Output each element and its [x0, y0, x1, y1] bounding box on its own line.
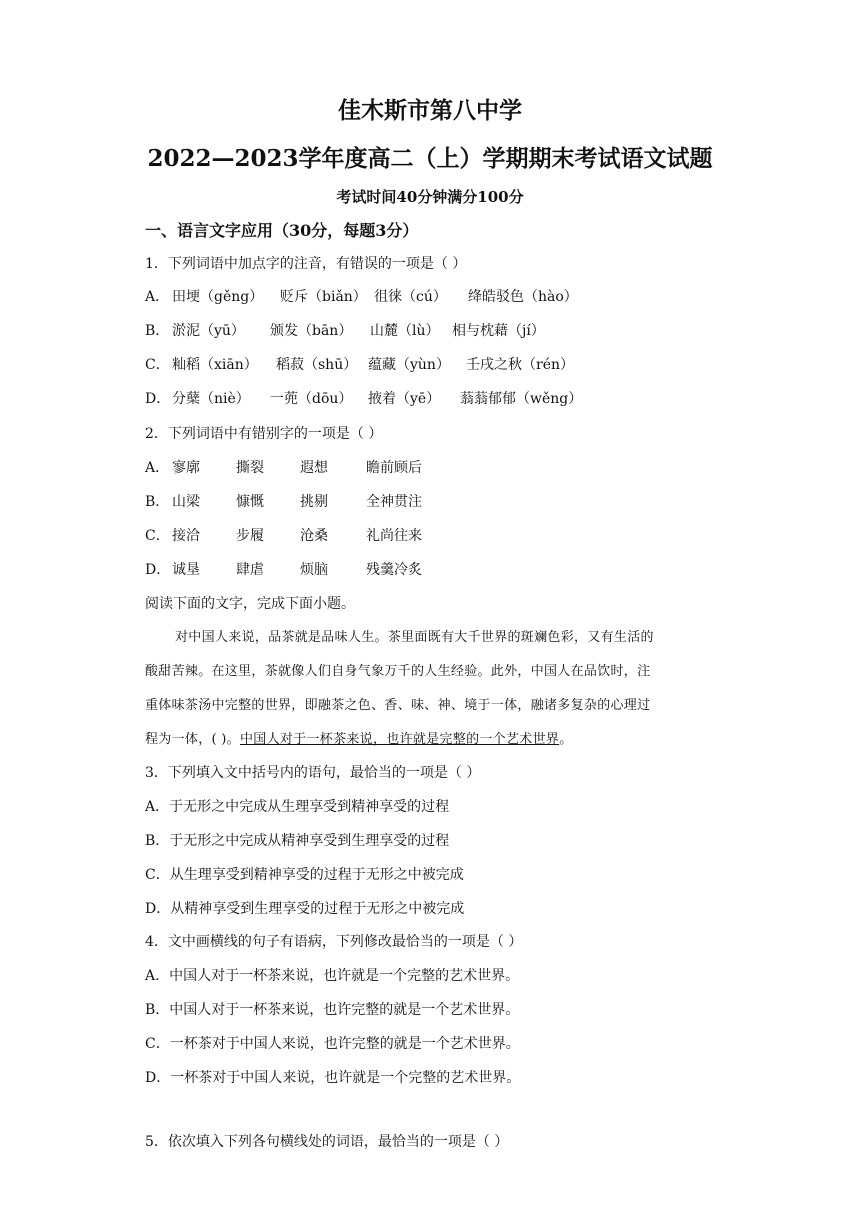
exam-info: 考试时间40分钟满分100分 — [336, 188, 524, 206]
option-word: 山麓（lù） — [370, 323, 440, 339]
question-4-stem: 4．文中画横线的句子有语病，下列修改最恰当的一项是（ ） — [145, 934, 523, 950]
option-word: 肆虐 — [236, 562, 264, 578]
option-word: 撕裂 — [236, 460, 264, 476]
underlined-sentence: 中国人对于一杯茶来说，也许就是完整的一个艺术世界 — [239, 732, 560, 747]
passage-text: 程为一体，( )。 — [145, 732, 240, 747]
option-word: 稻菽（shū） — [276, 357, 358, 373]
question-1-stem: 1．下列词语中加点字的注音，有错误的一项是（ ） — [145, 256, 467, 272]
q4-option-a: A．中国人对于一杯茶来说，也许就是一个完整的艺术世界。 — [145, 968, 520, 984]
question-5-stem: 5．依次填入下列各句横线处的词语，最恰当的一项是（ ） — [145, 1134, 509, 1150]
option-word: 籼稻（xiān） — [172, 357, 258, 373]
q2-option-a — [145, 457, 422, 477]
option-word: 诚垦 — [172, 562, 200, 578]
q2-option-b — [145, 491, 422, 511]
option-word: 一蔸（dōu） — [270, 391, 353, 407]
option-word: 遐想 — [300, 460, 328, 476]
option-letter: B． — [145, 494, 170, 510]
option-word: 淤泥（yū） — [172, 323, 245, 339]
q3-option-a: A．于无形之中完成从生理享受到精神享受的过程 — [145, 799, 450, 815]
option-word: 寥廓 — [172, 460, 200, 476]
option-word: 掖着（yē） — [368, 391, 441, 407]
passage-text: 。 — [559, 732, 573, 747]
exam-title: 2022—2023学年度高二（上）学期期末考试语文试题 — [147, 145, 713, 172]
question-2-stem: 2．下列词语中有错别字的一项是（ ） — [145, 426, 383, 442]
q4-option-c: C．一杯茶对于中国人来说，也许完整的就是一个艺术世界。 — [145, 1036, 520, 1052]
option-letter: D． — [145, 562, 171, 578]
option-letter: C． — [145, 357, 170, 373]
option-word: 全神贯注 — [366, 494, 422, 510]
option-word: 壬戌之秋（rén） — [466, 357, 574, 373]
passage-line-2: 酸甜苦辣。在这里，茶就像人们自身气象万千的人生经验。此外，中国人在品饮时，注 — [145, 664, 651, 679]
option-letter: C． — [145, 528, 170, 544]
q4-option-d: D．一杯茶对于中国人来说，也许就是一个完整的艺术世界。 — [145, 1070, 521, 1086]
option-word: 烦脑 — [300, 562, 328, 578]
school-name: 佳木斯市第八中学 — [338, 97, 522, 124]
option-word: 挑剔 — [300, 494, 328, 510]
option-word: 田埂（gěng） — [172, 289, 264, 305]
option-word: 绛皓驳色（hào） — [468, 289, 578, 305]
option-word: 分蘖（niè） — [172, 391, 250, 407]
option-letter: B． — [145, 323, 170, 339]
option-word: 步履 — [236, 528, 264, 544]
q1-option-b — [145, 320, 545, 340]
q1-option-c — [145, 354, 574, 374]
q2-option-d — [145, 559, 422, 579]
option-word: 蓊蓊郁郁（wěng） — [460, 391, 583, 407]
question-3-stem: 3．下列填入文中括号内的语句，最恰当的一项是（ ） — [145, 765, 481, 781]
option-letter: A． — [145, 460, 170, 476]
option-word: 颁发（bān） — [270, 323, 353, 339]
q2-option-c — [145, 525, 422, 545]
q3-option-d: D．从精神享受到生理享受的过程于无形之中被完成 — [145, 901, 465, 917]
option-word: 接洽 — [172, 528, 200, 544]
section-heading: 一、语言文字应用（30分，每题3分） — [145, 221, 419, 240]
option-letter: D． — [145, 391, 171, 407]
q1-option-d — [145, 388, 582, 408]
option-word: 山梁 — [172, 494, 200, 510]
option-word: 蕴藏（yùn） — [368, 357, 450, 373]
q4-option-b: B．中国人对于一杯茶来说，也许完整的就是一个艺术世界。 — [145, 1002, 520, 1018]
option-word: 礼尚往来 — [366, 528, 422, 544]
option-word: 贬斥（biǎn） — [280, 289, 367, 305]
passage-line-4 — [145, 728, 721, 747]
option-word: 残羹冷炙 — [366, 562, 422, 578]
option-letter: A． — [145, 289, 170, 305]
q3-option-c: C．从生理享受到精神享受的过程于无形之中被完成 — [145, 867, 464, 883]
option-word: 徂徕（cú） — [374, 289, 447, 305]
reading-intro: 阅读下面的文字，完成下面小题。 — [145, 596, 355, 612]
passage-line-1: 对中国人来说，品茶就是品味人生。茶里面既有大千世界的斑斓色彩，又有生活的 — [175, 630, 654, 645]
option-word: 沧桑 — [300, 528, 328, 544]
option-word: 相与枕藉（jí） — [452, 323, 545, 339]
q3-option-b: B．于无形之中完成从精神享受到生理享受的过程 — [145, 833, 450, 849]
q1-option-a — [145, 286, 578, 306]
passage-line-3: 重体味茶汤中完整的世界，即融茶之色、香、味、神、境于一体，融诸多复杂的心理过 — [145, 698, 651, 713]
option-word: 慷慨 — [236, 494, 264, 510]
option-word: 瞻前顾后 — [366, 460, 422, 476]
